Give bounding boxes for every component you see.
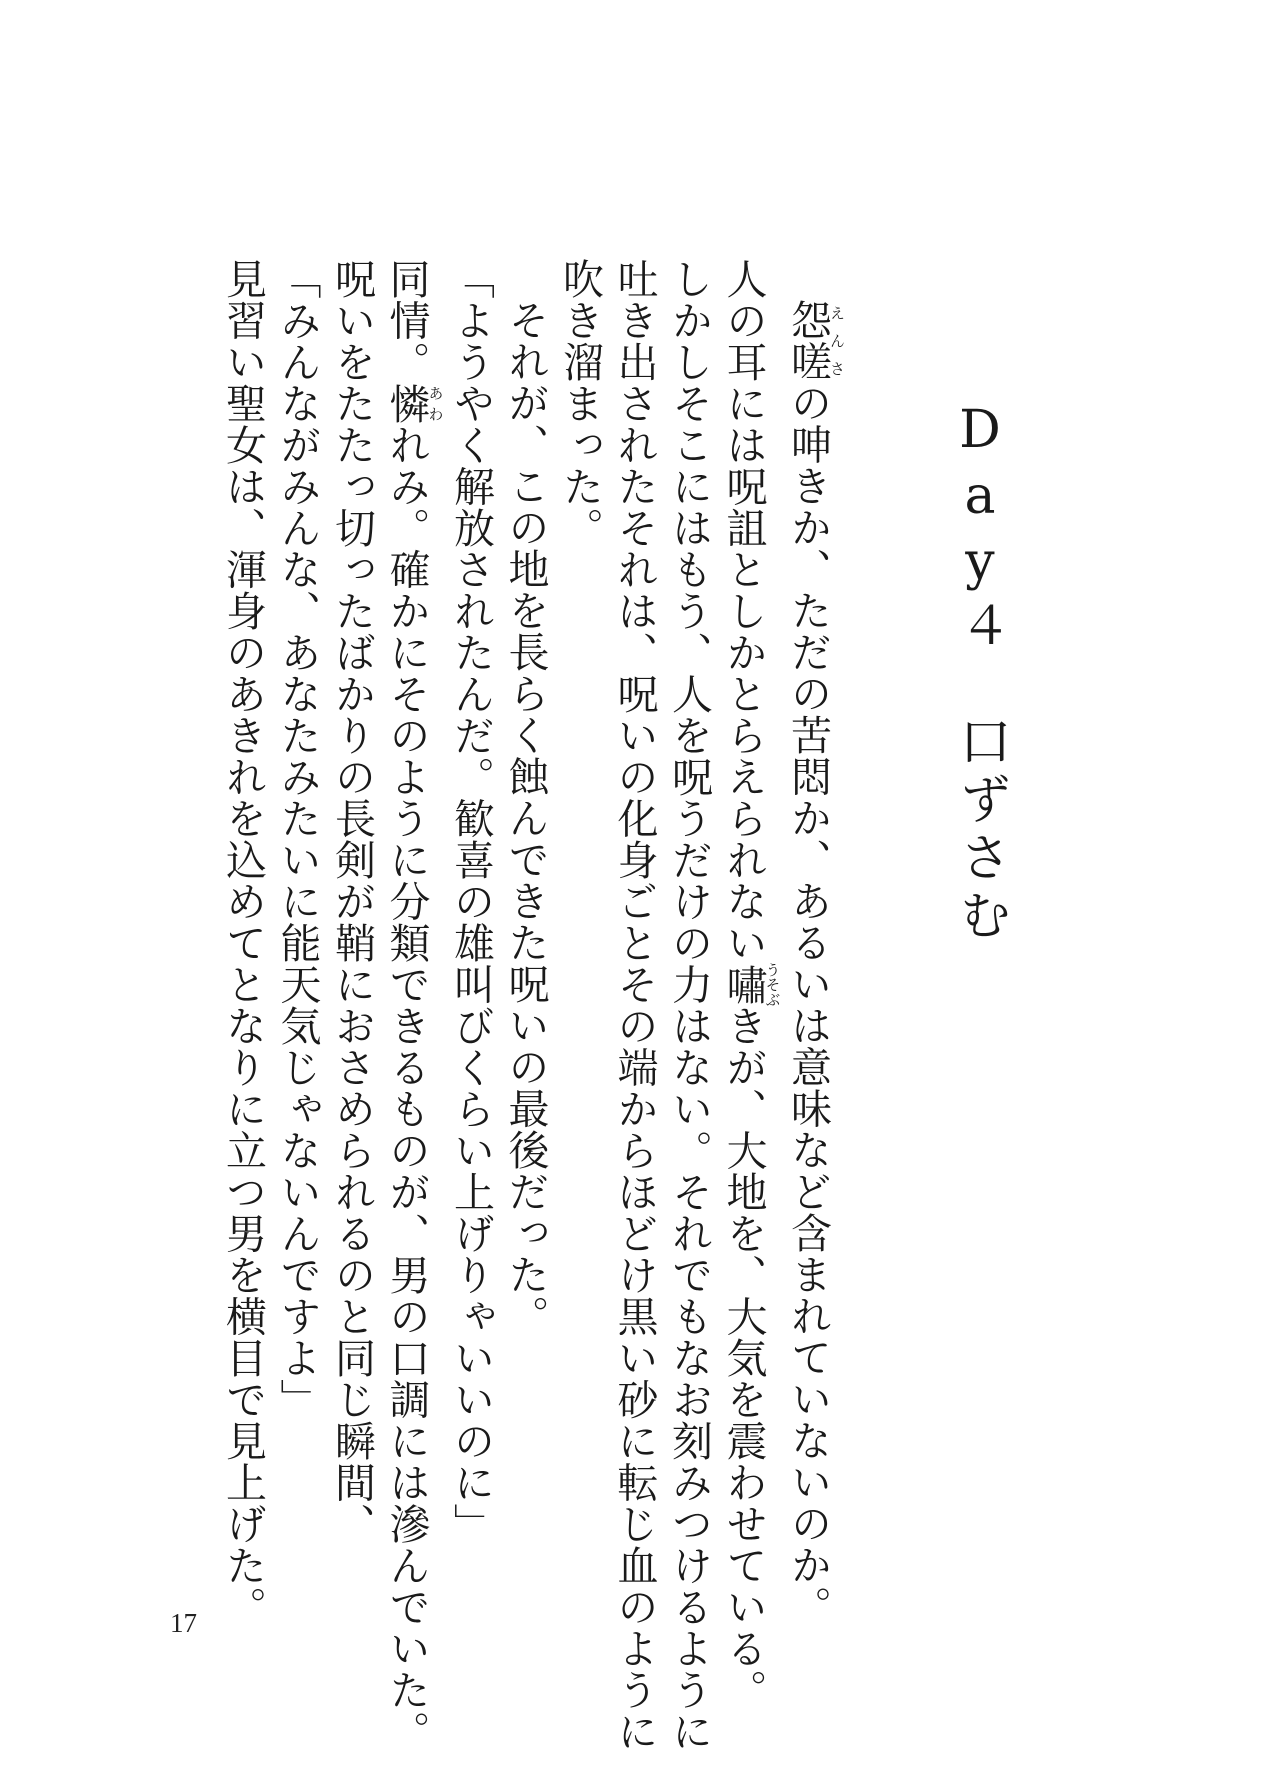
- ruby-reading: あわ: [426, 382, 445, 424]
- text-line: 呪いをたたっ切ったばかりの長剣が鞘におさめられるのと同じ瞬間、: [328, 258, 376, 1545]
- ruby-word: 憐あわ: [382, 382, 445, 424]
- text-line: 吐き出されたそれは、呪いの化身ごとその端からほどけ黒い砂に転じ血のように: [610, 258, 659, 1752]
- text-line: 同情。憐あわれみ。確かにそのように分類できるものが、男の口調には滲んでいた。: [382, 258, 445, 1752]
- text-line: 見習い聖女は、渾身のあきれを込めてとなりに立つ男を横目で見上げた。: [219, 258, 267, 1628]
- text-line: 怨嗟えんさの呻きか、ただの苦悶か、あるいは意味など含まれていないのか。: [784, 299, 846, 1627]
- text-line: しかしそこにはもう、人を呪うだけの力はない。それでもなお刻みつけるように: [665, 258, 713, 1752]
- text-line: 吹き溜まった。: [556, 258, 604, 549]
- text-line: 「みんながみんな、あなたみたいに能天気じゃないんですよ」: [273, 258, 322, 1420]
- ruby-word: 嘯うそぶ: [719, 961, 782, 1007]
- page-number: 17: [170, 1608, 197, 1638]
- ruby-reading: うそぶ: [763, 961, 782, 1007]
- ruby-reading: えんさ: [828, 299, 846, 382]
- ruby-word: 怨嗟えんさ: [784, 299, 846, 382]
- body-text: [195, 258, 846, 1752]
- text-line: それが、この地を長らく蝕んできた呪いの最後だった。: [501, 299, 550, 1337]
- text-line: 人の耳には呪詛としかとらえられない嘯うそぶきが、大地を、大気を震わせている。: [719, 258, 782, 1711]
- chapter-title: Day４ 口ずさむ: [950, 400, 1010, 946]
- text-line: 「ようやく解放されたんだ。歓喜の雄叫びくらい上げりゃいいのに」: [447, 258, 495, 1545]
